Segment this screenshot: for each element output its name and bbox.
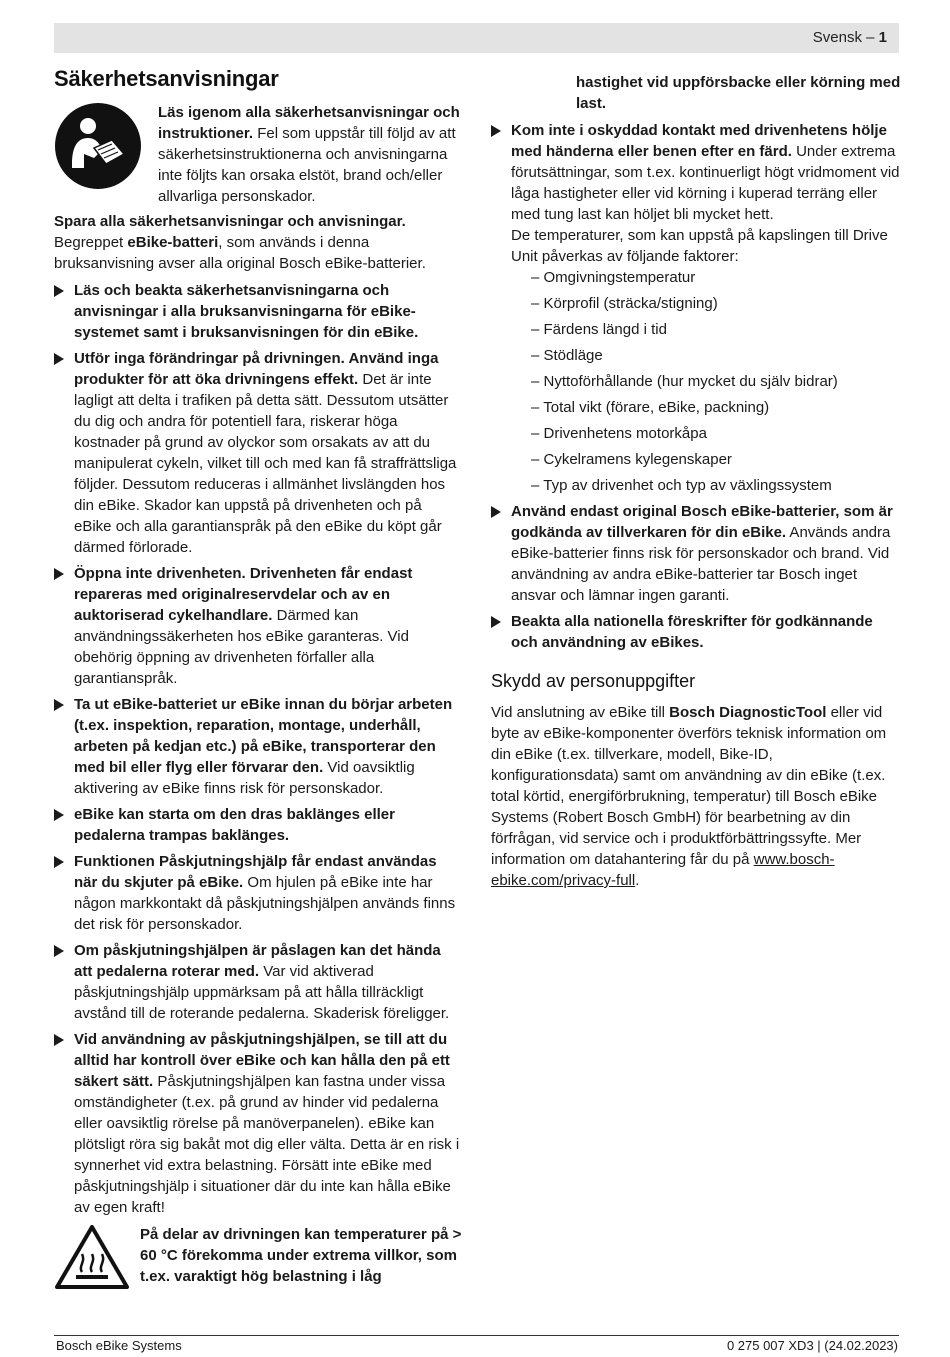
bullet-triangle-icon: [54, 285, 64, 297]
item-text-2: De temperaturer, som kan uppstå på kapslingen till Drive Unit påverkas av följande faktorer:: [511, 227, 888, 265]
safety-list-left: [54, 280, 462, 1218]
warning-text: På delar av drivningen kan temperaturer på > 60 °C förekomma under extrema villkor, som t.ex. varaktigt hög belastning i låg: [140, 1226, 462, 1285]
privacy-text: [491, 702, 901, 891]
page-title: Säkerhetsanvisningar: [54, 66, 279, 91]
factor-item: – Omgivningstemperatur: [531, 269, 696, 286]
page-header-text: [813, 29, 887, 46]
item-bold: Ta ut eBike-batteriet ur eBike innan du börjar arbeten (t.ex. inspektion, reparation, montage, underhåll, arbeten på kedjan etc.) på eBike, transporterar den med bil eller flyg eller förvarar den.: [74, 696, 453, 776]
bullet-triangle-icon: [54, 568, 64, 580]
bullet-triangle-icon: [54, 699, 64, 711]
header-language: Svensk –: [812, 29, 875, 46]
term-definition: [54, 232, 462, 274]
item-bold: Använd endast original Bosch eBike-batterier, som är godkända av tillverkaren för din eBike.: [511, 503, 893, 541]
item-bold: Läs och beakta säkerhetsanvisningarna och anvisningar i alla bruksanvisningarna för eBike-systemet samt i bruksanvisningen för din eBike.: [74, 282, 419, 341]
left-column: [54, 66, 462, 1295]
item-text: Om hjulen på eBike inte har någon markkontakt då påskjutningshjälpen används finns det risk för personskador.: [74, 874, 456, 933]
list-item: [54, 348, 462, 558]
privacy-link[interactable]: www.bosch-ebike.com/privacy-full: [491, 851, 835, 889]
intro-text: [158, 102, 462, 207]
bullet-triangle-icon: [491, 506, 501, 518]
bullet-triangle-icon: [54, 945, 64, 957]
bullet-triangle-icon: [54, 1034, 64, 1046]
item-text: Under extrema förutsättningar, som t.ex. kontinuerligt högt vridmoment vid låga hastigheter eller vid körning i kuperad terräng eller med tung last kan höljet bli mycket hett.: [511, 143, 900, 223]
privacy-bold: Bosch DiagnosticTool: [669, 704, 827, 721]
term-pre: Begreppet: [54, 234, 128, 251]
bullet-triangle-icon: [491, 125, 501, 137]
factor-item: – Drivenhetens motorkåpa: [531, 425, 707, 442]
factor-item: – Total vikt (förare, eBike, packning): [531, 399, 770, 416]
list-item: [491, 501, 901, 606]
footer-divider: [54, 1335, 899, 1336]
factor-item: – Körprofil (sträcka/stigning): [531, 295, 718, 312]
factor-list: [511, 267, 901, 496]
read-manual-icon: [54, 102, 146, 207]
privacy-heading: Skydd av personuppgifter: [491, 671, 696, 691]
term-post: , som används i denna bruksanvisning avser alla original Bosch eBike-batterier.: [54, 234, 426, 272]
page-header-bar: [54, 23, 899, 53]
bullet-triangle-icon: [491, 616, 501, 628]
item-bold: Om påskjutningshjälpen är påslagen kan det hända att pedalerna roterar med.: [74, 942, 441, 980]
item-bold: Öppna inte drivenheten. Drivenheten får endast repareras med originalreservdelar och av en auktoriserad cykelhandlare.: [74, 565, 413, 624]
factor-item: – Cykelramens kylegenskaper: [531, 451, 732, 468]
term-bold: eBike-batteri: [127, 234, 219, 251]
privacy-pre: Vid anslutning av eBike till: [491, 704, 670, 721]
item-bold: Utför inga förändringar på drivningen. Använd inga produkter för att öka drivningens effekt.: [74, 350, 439, 388]
list-item: [54, 851, 462, 935]
bullet-triangle-icon: [54, 809, 64, 821]
item-text: Används andra eBike-batterier finns risk för personskador och brand. Vid användning av andra eBike-batterier tar Bosch inget ansvar och lämnar ingen garanti.: [511, 524, 891, 604]
list-item: [54, 940, 462, 1024]
privacy-end: .: [635, 872, 640, 889]
hot-surface-warning: [54, 1224, 462, 1295]
item-bold: eBike kan starta om den dras baklänges eller pedalerna trampas baklänges.: [74, 806, 395, 844]
factor-item: – Färdens längd i tid: [531, 321, 667, 338]
item-text: Påskjutningshjälpen kan fastna under vissa omständigheter (t.ex. på grund av hinder vid pedalerna eller oavsiktlig rörelse på manöverpanelen). eBike kan plötsligt röra sig bakåt mot dig eller välta. Detta är en risk i synnerhet vid extra belastning. Försätt inte eBike med påskjutningshjälp i situationer där du inte kan hålla eBike av egen kraft!: [74, 1073, 460, 1216]
intro-body: Fel som uppstår till följd av att säkerhetsinstruktionerna och anvisningarna inte följts kan orsaka elstöt, brand och/eller allvarliga personskador.: [158, 125, 456, 205]
item-text: Vid oavsiktlig aktivering av eBike finns risk för personskador.: [74, 759, 415, 797]
list-item: [491, 611, 901, 653]
item-text: Var vid aktiverad påskjutningshjälp uppmärksam på att hålla tillräckligt avstånd till de roterande pedalerna. Skaderisk föreligger.: [74, 963, 450, 1022]
list-item: [54, 280, 462, 343]
item-bold: Vid användning av påskjutningshjälpen, se till att du alltid har kontroll över eBike och kan hålla den på ett säkert sätt.: [74, 1031, 450, 1090]
intro-bold: Läs igenom alla säkerhetsanvisningar och instruktioner.: [158, 104, 460, 142]
list-item: [54, 563, 462, 689]
item-bold: Funktionen Påskjutningshjälp får endast användas när du skjuter på eBike.: [74, 853, 437, 891]
item-bold: Kom inte i oskyddad kontakt med drivenhetens hölje med händerna eller benen efter en färd.: [511, 122, 887, 160]
right-column: [491, 72, 901, 891]
list-item: [54, 1029, 462, 1218]
list-item: [54, 804, 462, 846]
save-bold: Spara alla säkerhetsanvisningar och anvisningar.: [54, 213, 406, 230]
safety-list-right: [491, 120, 901, 653]
factor-item: – Nyttoförhållande (hur mycket du själv bidrar): [531, 373, 838, 390]
bullet-triangle-icon: [54, 353, 64, 365]
footer-company: Bosch eBike Systems: [56, 1338, 182, 1353]
factor-item: – Typ av drivenhet och typ av växlingssystem: [531, 477, 832, 494]
item-text: Därmed kan användningssäkerheten hos eBike garanteras. Vid obehörig öppning av drivenheten förfaller alla garantianspråk.: [74, 607, 409, 687]
item-text: Det är inte lagligt att delta i trafiken på detta sätt. Dessutom utsätter du dig och andra för potentiell fara, riskerar höga kostnader på grund av olyckor som orsakats av att du manipulerat cykeln, vilket till och med kan få straffrättsliga följder. Dessutom reduceras i allmänhet livslängden hos din eBike. Skador kan uppstå på drivenheten och på eBike och alla garantianspråk på den eBike du köpt går därmed förlorade.: [74, 371, 457, 556]
hot-surface-warning-icon: [54, 1224, 130, 1295]
privacy-post: eller vid byte av eBike-komponenter överförs teknisk information om din eBike (t.ex. tillverkare, modell, Bike-ID, konfigurationsdata) samt om användning av din eBike (t.ex. total körtid, energiförbrukning, temperatur) till Bosch eBike Systems (Robert Bosch GmbH) för bearbetning av din förfrågan, vid service och i produktförbättringssyfte. Mer information om datahantering får du på: [491, 704, 887, 868]
intro-block: [54, 102, 462, 207]
list-item: [54, 694, 462, 799]
list-item: [491, 120, 901, 496]
warning-continuation: hastighet vid uppförsbacke eller körning med last.: [576, 74, 901, 112]
bullet-triangle-icon: [54, 856, 64, 868]
footer-doc-id: 0 275 007 XD3 | (24.02.2023): [726, 1338, 898, 1353]
save-instructions: [54, 211, 462, 232]
header-page-number: 1: [878, 29, 887, 46]
item-bold: Beakta alla nationella föreskrifter för godkännande och användning av eBikes.: [511, 613, 873, 651]
factor-item: – Stödläge: [531, 347, 603, 364]
